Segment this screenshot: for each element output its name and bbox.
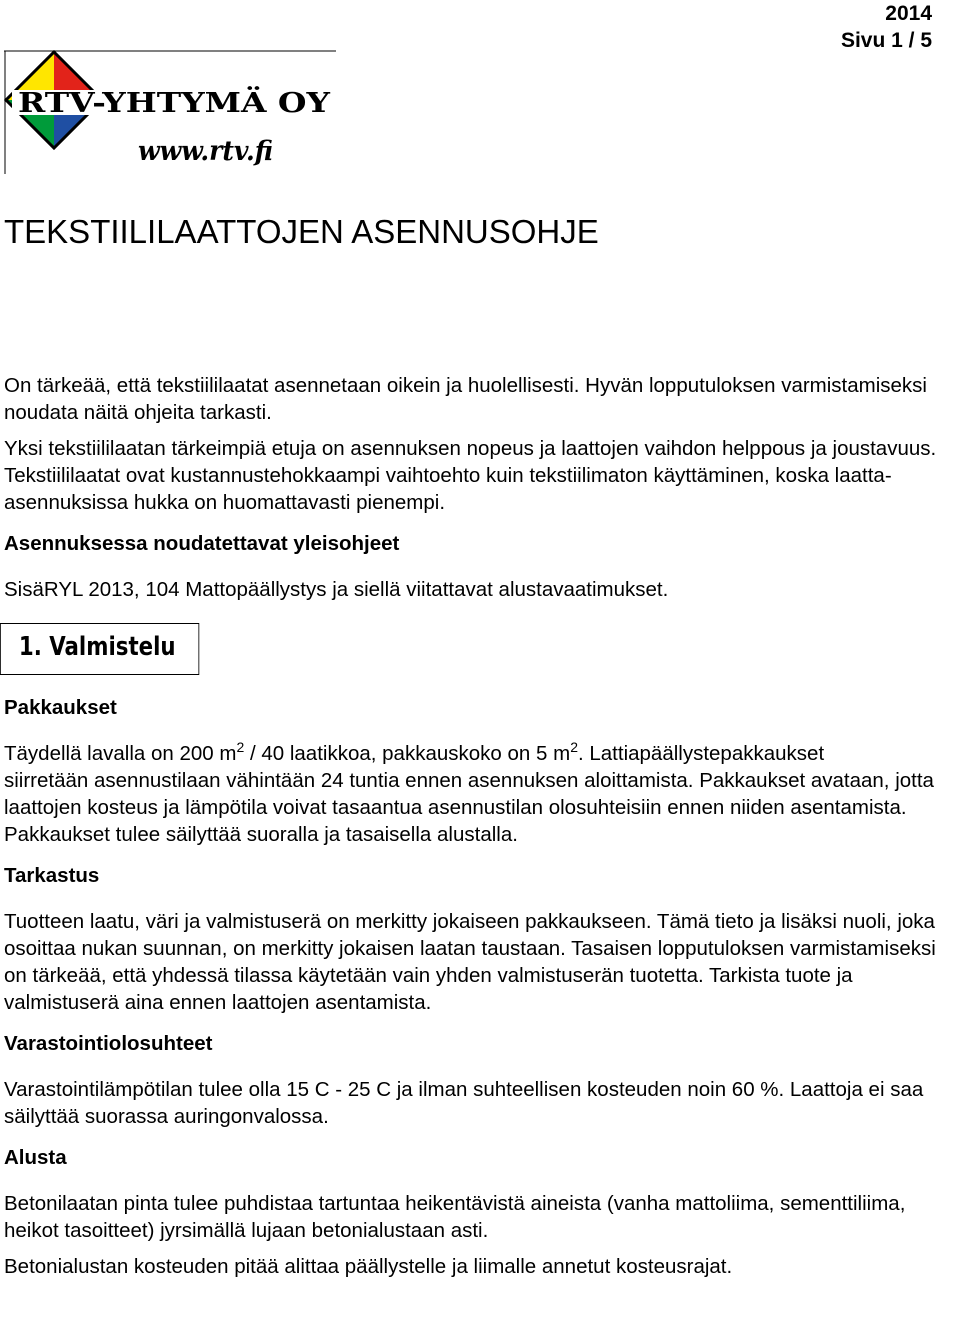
alusta-paragraph-2: Betonialustan kosteuden pitää alittaa päällystelle ja liimalle annetut kosteusrajat. bbox=[4, 1255, 733, 1278]
pakkaukset-line-1: Täydellä lavalla on 200 $m^2 / 40$ laatikkoa, pakkauskoko on 5 $m^2$. Lattiapäällystepakkaukset bbox=[4, 739, 825, 765]
tarkastus-heading: Tarkastus bbox=[4, 864, 100, 887]
varastointi-text: Varastointilämpötilan tulee olla 15 C - 25 C ja ilman suhteellisen kosteuden noin 60 %. Laattoja ei saa säilyttää suorassa auringonvalossa. bbox=[4, 1078, 924, 1128]
company-logo bbox=[4, 50, 336, 174]
logo-url: www.rtv.fi bbox=[138, 136, 273, 167]
document-body bbox=[4, 372, 944, 1280]
general-text: SisäRYL 2013, 104 Mattopäällystys ja siellä viitattavat alustavaatimukset. bbox=[4, 578, 669, 601]
pakkaukset-text: Täydellä lavalla on 200 $m^2 / 40$ laatikkoa, pakkauskoko on 5 $m^2$. Lattiapäällystepakkaukset siirretään asennustilaan vähintään 24 tuntia ennen asennuksen aloittamista. Pakkaukset avataan, jotta laattojen kosteus ja lämpötila voivat tasaantua asennustilan olosuhteisiin ennen niiden asentamista. Pakkaukset tulee säilyttää suoralla ja tasaisella alustalla. bbox=[4, 739, 934, 846]
alusta-heading: Alusta bbox=[4, 1146, 67, 1169]
page-number: Sivu 1 / 5 bbox=[840, 29, 932, 52]
document-title: TEKSTIILILAATTOJEN ASENNUSOHJE bbox=[4, 213, 599, 250]
general-heading: Asennuksessa noudatettavat yleisohjeet bbox=[4, 532, 400, 555]
page-header bbox=[841, 0, 932, 54]
intro-paragraph-2: Yksi tekstiililaatan tärkeimpiä etuja on asennuksen nopeus ja laattojen vaihdon helppous ja joustavuus. Tekstiililaatat ovat kustannustehokkaampi vaihtoehto kuin tekstiilimaton käyttäminen, koska laatta-asennuksissa hukka on huomattavasti pienempi. bbox=[4, 437, 937, 514]
pakkaukset-heading: Pakkaukset bbox=[4, 696, 117, 719]
varastointi-heading: Varastointiolosuhteet bbox=[4, 1032, 213, 1055]
header-year: 2014 bbox=[885, 2, 932, 25]
alusta-paragraph-1: Betonilaatan pinta tulee puhdistaa tartuntaa heikentävistä aineista (vanha mattoliima, sementtiliima, heikot tasoitteet) jyrsimällä lujaan betonialustaan asti. bbox=[4, 1192, 906, 1242]
logo-company-name: RTV-YHTYMÄ OY bbox=[18, 88, 275, 119]
section-1-title: 1. Valmistelu bbox=[0, 623, 199, 675]
tarkastus-text: Tuotteen laatu, väri ja valmistuserä on merkitty jokaiseen pakkaukseen. Tämä tieto ja lisäksi nuoli, joka osoittaa nukan suunnan, on merkitty jokaisen laatan taustaan. Tasaisen lopputuloksen varmistamiseksi on tärkeää, että yhdessä tilassa käytetään vain yhden valmistuserän tuotetta. Tarkista tuote ja valmistuserä aina ennen laattojen asentamista. bbox=[4, 910, 936, 1014]
intro-paragraph-1: On tärkeää, että tekstiililaatat asennetaan oikein ja huolellisesti. Hyvän lopputuloksen varmistamiseksi noudata näitä ohjeita tarkasti. bbox=[4, 374, 927, 424]
